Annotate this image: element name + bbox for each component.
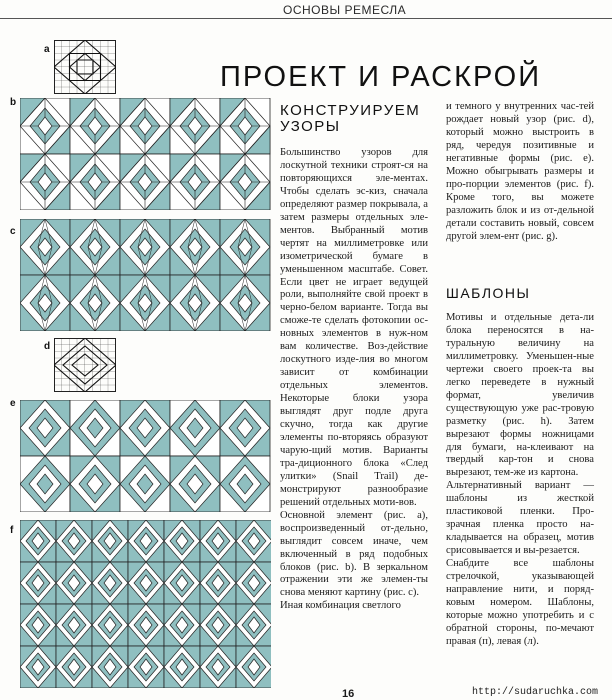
header-rule — [0, 18, 612, 19]
figure-b-snail-trail-row — [20, 98, 271, 210]
paragraph: Иная комбинация светлого — [280, 600, 401, 612]
paragraph: Мотивы и отдельные дета-ли блока переносятся в на-туральную величину на миллиметровку. Уменьшен-ные чертежи своего проек-та вы легко переведете в нужный формат, увеличив существующую уже рас-тровую разметку (рис. h). Затем вырезают формы ножницами для бумаги, на-клеивают на твердый кар-тон и снова вырезают, тем-же из картона. — [446, 312, 594, 479]
paragraph: Основной элемент (рис. a), воспроизведенный от-дельно, выглядит совсем иначе, чем включенный в ряд подобных блоков (рис. b). В зеркальном отражении эти же элемен-ты снова меняют картину (рис. c). — [280, 509, 428, 599]
section-title-line1: КОНСТРУИРУЕМ — [280, 102, 421, 119]
figure-label-d: d — [44, 341, 51, 352]
page-title: ПРОЕКТ И РАСКРОЙ — [220, 61, 542, 94]
figure-f-proportion-variants — [20, 520, 271, 688]
text-column-2-upper — [446, 101, 594, 243]
figure-label-e: e — [10, 398, 16, 409]
figure-label-f: f — [10, 525, 14, 536]
figure-c-mirrored-snail-row — [20, 219, 271, 331]
paragraph: Снабдите все шаблоны стрелочкой, указывающей направление нити, и поряд-ковым номером. Шаблоны, которые можно употребить и с обратной стороны, по-мечают правая (п), левая (л). — [446, 558, 594, 647]
figure-label-b: b — [10, 97, 17, 108]
figure-e-alternating-row — [20, 400, 271, 512]
page-number: 16 — [342, 688, 355, 700]
paragraph: и темного у внутренних час-тей рождает новый узор (рис. d), который можно выстроить в ряд, чередуя позитивные и негативные формы (рис. e). Можно обыгрывать размеры и про-порции элементов (рис. f). Кроме того, вы можете разложить блок и из от-дельной детали составить новый, совсем другой элем-ент (рис. g). — [446, 101, 594, 242]
figure-d-block-grid — [54, 338, 116, 392]
text-column-2-lower — [446, 312, 594, 649]
running-header: ОСНОВЫ РЕМЕСЛА — [283, 3, 407, 17]
figure-a-snail-block-grid — [54, 40, 116, 94]
paragraph: Альтернативный вариант — шаблоны из жесткой пластиковой пленки. Про-зрачная пленка просто на-кладывается на образец, мотив срисовывается и вы-резается. — [446, 480, 594, 557]
figure-label-a: a — [44, 44, 50, 55]
section-title-line2: УЗОРЫ — [280, 118, 341, 135]
source-url: http://sudaruchka.com — [472, 687, 599, 698]
figure-label-c: c — [10, 226, 16, 237]
text-column-1 — [280, 147, 428, 613]
section-title-templates: ШАБЛОНЫ — [446, 285, 531, 301]
paragraph: Большинство узоров для лоскутной техники строят-ся на повторяющихся эле-ментах. Чтобы сделать эс-киз, сначала определяют размер покрывала, а затем размеры отдельных эле-ментов. Выбранный мотив чертят на миллиметровке или изометрической бумаге в уменьшенном масштабе. Совет. Если цвет не играет ведущей роли, выполняйте свой проект в черно-белом варианте. Тогда вы сможе-те сделать фотокопии ос-новных элементов в нуж-ном вам количестве. Воз-действие лоскутного изде-лия во многом зависит от комбинации отдельных элементов. Некоторые блоки узора выглядят друг подле друга скучно, тогда как другие элементы по-вторяясь образуют чарую-щий мотив. Варианты тра-диционного блока «След улитки» (Snail Trail) де-монстрируют разнообразие решений отдельных моти-вов. — [280, 147, 428, 508]
